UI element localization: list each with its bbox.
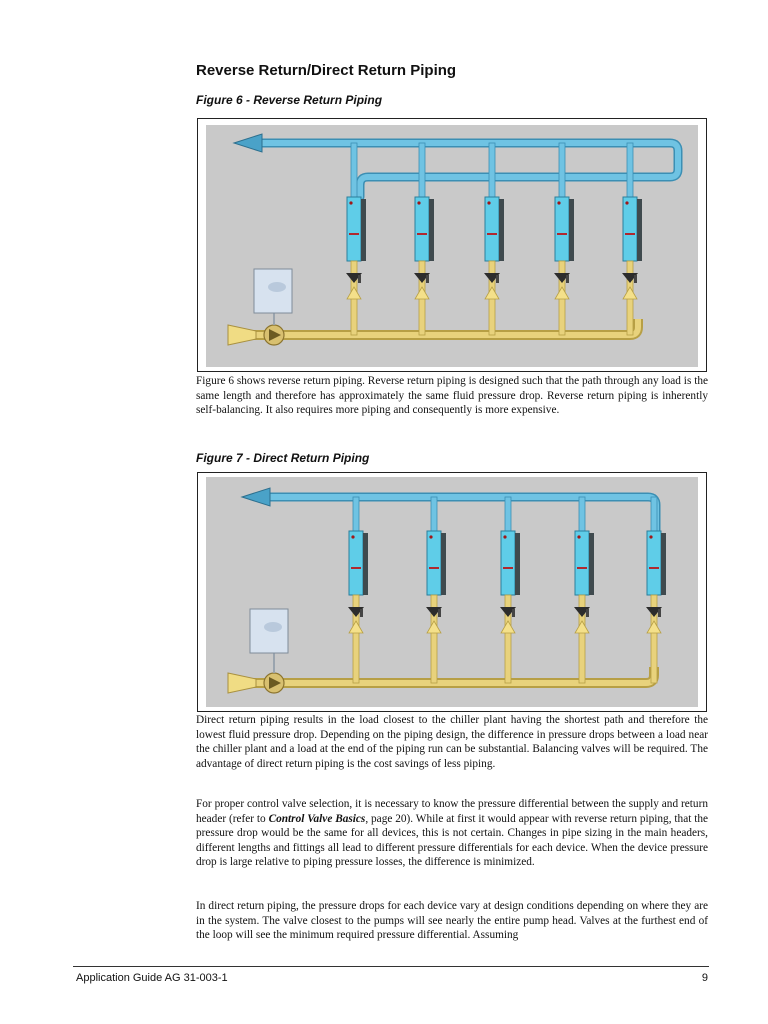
paragraph-direct-return: Direct return piping results in the load closest to the chiller plant having the shortest path and therefore the lowest fluid pressure drop. Depending on the piping design, the difference in pressure drops between a load near the chiller plant and a load at the end of the piping run can be substantial. Balancing valves will be required. The advantage of direct return piping is the cost savings of less piping. <box>196 714 708 770</box>
load-coil-unit <box>485 197 499 261</box>
figure-7-direct-return-diagram <box>197 472 707 712</box>
load-riser-pipe <box>651 497 657 531</box>
direct-return-piping-svg <box>198 473 706 711</box>
load-coil-unit <box>349 531 363 595</box>
paragraph-3-text-b: , page 20). While at first it would appear with reverse return piping, that the pressure drop would be the same for all devices, this is not certain. Changes in pipe sizing in the main headers, different lengths and fittings all lead to different pressure differentials for each device. When the device pressure drop is large relative to piping pressure losses, the difference is minimized. <box>196 812 709 869</box>
load-riser-pipe <box>419 143 425 197</box>
load-riser-pipe <box>431 497 437 531</box>
paragraph-direct-return-pressure: In direct return piping, the pressure drops for each device vary at design conditions depending on where they are in the system. The valve closest to the pumps will see nearly the entire pump head. Valves at the furthest end of the loop will see the minimum required pressure differential. Assuming <box>196 900 708 942</box>
control-valve-basics-reference: Control Valve Basics <box>268 812 366 825</box>
footer-guide-title: Application Guide AG 31-003-1 <box>76 972 228 984</box>
figure-7-caption: Figure 7 - Direct Return Piping <box>196 451 370 465</box>
load-coil-unit <box>347 197 361 261</box>
load-riser-pipe <box>579 497 585 531</box>
load-coil-unit <box>647 531 661 595</box>
load-riser-pipe <box>489 143 495 197</box>
load-coil-unit <box>555 197 569 261</box>
paragraph-3-text-a: For proper control valve selection, it is necessary to know the pressure differential between the supply and return header (refer to <box>196 798 708 825</box>
paragraph-reverse-return: Figure 6 shows reverse return piping. Reverse return piping is designed such that the path through any load is the same length and therefore has approximately the same fluid pressure drop. Reverse return piping is inherently self-balancing. It also requires more piping and consequently is more expensive. <box>196 375 708 417</box>
load-coil-unit <box>575 531 589 595</box>
load-riser-pipe <box>353 497 359 531</box>
load-coil-unit <box>623 197 637 261</box>
paragraph-control-valve-selection <box>196 797 708 870</box>
load-coil-unit <box>501 531 515 595</box>
load-coil-unit <box>415 197 429 261</box>
load-riser-pipe <box>559 143 565 197</box>
page-number: 9 <box>701 972 708 984</box>
section-title: Reverse Return/Direct Return Piping <box>196 62 457 79</box>
figure-6-caption: Figure 6 - Reverse Return Piping <box>196 93 383 107</box>
reverse-return-piping-svg <box>198 119 706 371</box>
diagram-background <box>206 477 698 707</box>
footer-divider <box>73 966 709 967</box>
load-riser-pipe <box>351 143 357 197</box>
load-riser-pipe <box>505 497 511 531</box>
figure-6-reverse-return-diagram <box>197 118 707 372</box>
load-riser-pipe <box>627 143 633 197</box>
load-coil-unit <box>427 531 441 595</box>
